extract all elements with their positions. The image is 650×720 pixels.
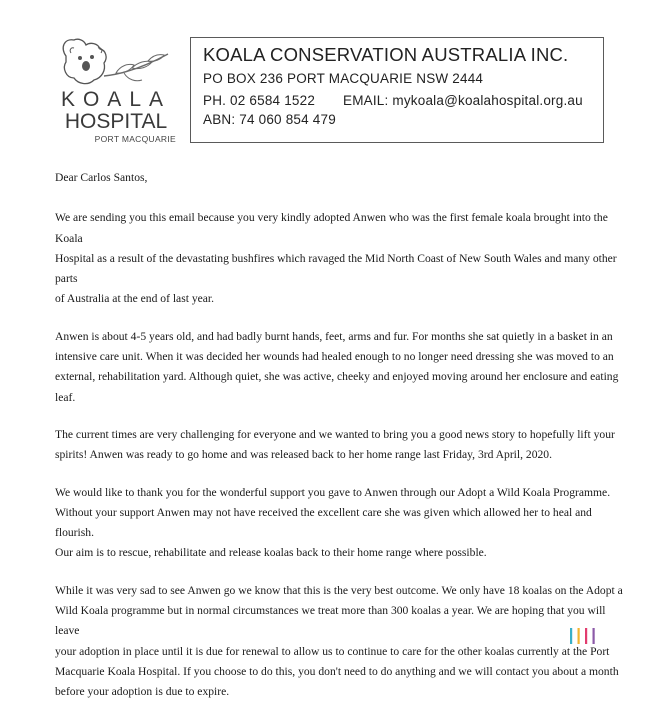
brand-color-bars (569, 628, 599, 644)
letter-paragraph (55, 581, 625, 703)
paragraph-line: of Australia at the end of last year. (55, 292, 215, 306)
paragraph-line: The current times are very challenging for everyone and we wanted to bring you a good news story to hopefully lift your (55, 427, 615, 441)
organization-address: PO BOX 236 PORT MACQUARIE NSW 2444 (203, 71, 484, 86)
organization-phone: PH. 02 6584 1522 (203, 93, 316, 108)
logo-word-hospital: HOSPITAL (64, 110, 168, 133)
organization-name: KOALA CONSERVATION AUSTRALIA INC. (203, 44, 569, 65)
paragraph-line: Macquarie Koala Hospital. If you choose to do this, you don't need to do anything and we will contact you about a month (55, 664, 619, 678)
paragraph-line: Anwen is about 4-5 years old, and had badly burnt hands, feet, arms and fur. For months she sat quietly in a basket in an (55, 329, 613, 343)
paragraph-line: spirits! Anwen was ready to go home and was released back to her home range last Friday, 3rd April, 2020. (55, 448, 553, 462)
paragraph-line: intensive care unit. When it was decided her wounds had healed enough to no longer need dressing she was moved to an (55, 350, 614, 364)
paragraph-line: external, rehabilitation yard. Although quiet, she was active, cheeky and enjoyed moving around her enclosure and eating leaf. (55, 370, 619, 404)
letter-paragraph (55, 483, 625, 564)
paragraph-line: Hospital as a result of the devastating bushfires which ravaged the Mid North Coast of New South Wales and many other parts (55, 251, 617, 286)
letter-paragraph (55, 425, 625, 466)
hospital-logo (56, 36, 180, 148)
paragraph-line: Wild Koala programme but in normal circumstances we treat more than 300 koalas a year. We are hoping that you will leave (55, 604, 606, 638)
paragraph-line: your adoption in place until it is due for renewal to allow us to continue to care for the other koalas currently at the Port (55, 644, 610, 658)
brand-bar (570, 628, 572, 644)
logo-place: PORT MACQUARIE (94, 134, 176, 144)
paragraph-line: We would like to thank you for the wonderful support you gave to Anwen through our Adopt a Wild Koala Programme. (55, 485, 611, 499)
paragraph-line: While it was very sad to see Anwen go we know that this is the very best outcome. We only have 18 koalas on the Adopt a (55, 583, 623, 597)
letter-paragraphs (55, 208, 625, 702)
paragraph-line: Without your support Anwen may not have received the excellent care she was given which allowed her to heal and flourish. (55, 505, 592, 540)
paragraph-line: Our aim is to rescue, rehabilitate and release koalas back to their home range where possible. (55, 546, 487, 560)
koala-eucalyptus-icon (58, 36, 172, 88)
organization-email[interactable]: EMAIL: mykoala@koalahospital.org.au (343, 93, 583, 108)
letter-salutation: Dear Carlos Santos, (55, 171, 148, 184)
organization-abn: ABN: 74 060 854 479 (203, 112, 336, 127)
brand-bar (578, 628, 580, 644)
brand-bar (593, 628, 595, 644)
organization-phone-email-line (203, 93, 583, 108)
logo-word-koala: KOALA (60, 88, 172, 111)
organization-contact-box (190, 37, 604, 143)
letter-paragraph (55, 208, 625, 309)
letter-paragraph (55, 327, 625, 408)
paragraph-line: before your adoption is due to expire. (55, 685, 230, 699)
paragraph-line: We are sending you this email because you very kindly adopted Anwen who was the first female koala brought into the Koala (55, 211, 608, 245)
brand-bar (585, 628, 587, 644)
letter-body (55, 168, 625, 720)
